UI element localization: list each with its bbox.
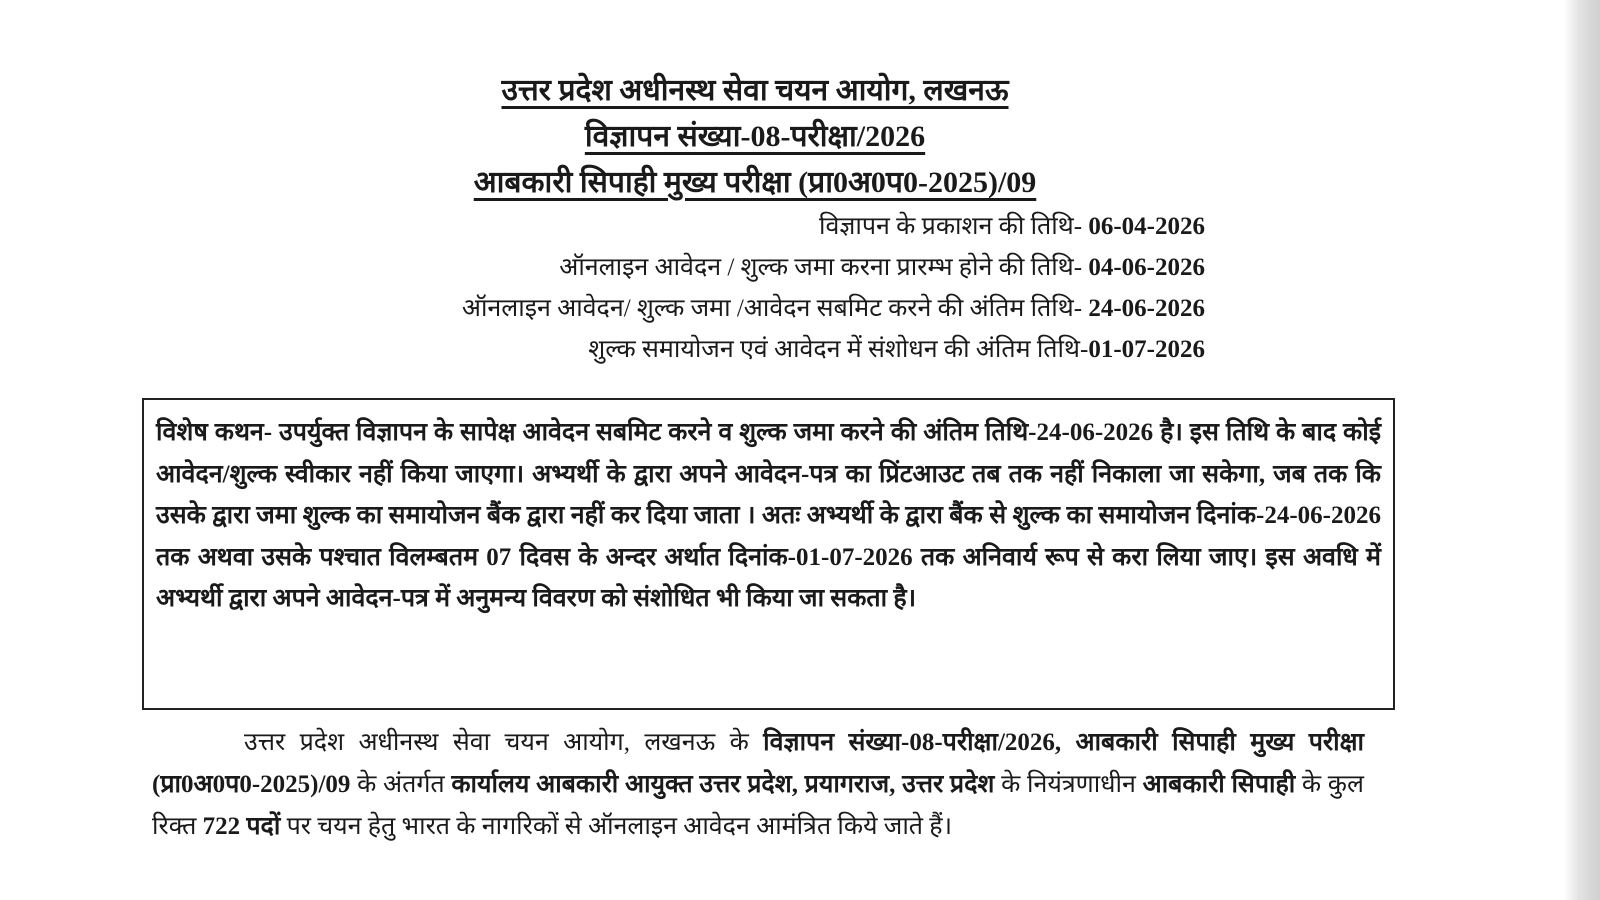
exam-title bbox=[0, 160, 1510, 201]
intro-text: के कुल रिक्त bbox=[152, 771, 1364, 840]
date-value: 01-07-2026 bbox=[1088, 336, 1205, 363]
org-title bbox=[0, 68, 1510, 109]
date-label: ऑनलाइन आवेदन / शुल्क जमा करना प्रारम्भ होने की तिथि- bbox=[559, 254, 1083, 281]
special-note-box: विशेष कथन- उपर्युक्त विज्ञापन के सापेक्ष आवेदन सबमिट करने व शुल्क जमा करने की अंतिम तिथि-24-06-2026 है। इस तिथि के बाद कोई आवेदन/शुल्क स्वीकार नहीं किया जाएगा। अभ्यर्थी के द्वारा अपने आवेदन-पत्र का प्रिंटआउट तब तक नहीं निकाला जा सकेगा, जब तक कि उसके द्वारा जमा शुल्क का समायोजन बैंक द्वारा नहीं कर दिया जाता । अतः अभ्यर्थी के द्वारा बैंक से शुल्क का समायोजन दिनांक-24-06-2026 तक अथवा उसके पश्चात विलम्बतम 07 दिवस के अन्दर अर्थात दिनांक-01-07-2026 तक अनिवार्य रूप से करा लिया जाए। इस अवधि में अभ्यर्थी द्वारा अपने आवेदन-पत्र में अनुमन्य विवरण को संशोधित भी किया जा सकता है। bbox=[142, 398, 1395, 710]
date-label: ऑनलाइन आवेदन/ शुल्क जमा /आवेदन सबमिट करने की अंतिम तिथि- bbox=[461, 295, 1083, 322]
org-title-text: उत्तर प्रदेश अधीनस्थ सेवा चयन आयोग, लखनऊ bbox=[501, 74, 1009, 107]
intro-text: उत्तर प्रदेश अधीनस्थ सेवा चयन आयोग, लखनऊ के bbox=[244, 729, 764, 756]
date-line-publication bbox=[819, 208, 1205, 242]
advertisement-number bbox=[0, 114, 1510, 155]
intro-bold: आबकारी सिपाही bbox=[1142, 771, 1296, 798]
intro-bold: 722 पदों bbox=[202, 813, 281, 840]
exam-title-text: आबकारी सिपाही मुख्य परीक्षा (प्रा0अ0प0-2025)/09 bbox=[473, 166, 1037, 199]
date-line-fee-adjustment bbox=[588, 331, 1205, 365]
intro-bold: विज्ञापन संख्या-08-परीक्षा/2026, आबकारी सिपाही मुख्य परीक्षा (प्रा0अ0प0-2025)/09 bbox=[152, 729, 1364, 798]
date-label: विज्ञापन के प्रकाशन की तिथि- bbox=[818, 213, 1083, 240]
date-value: 06-04-2026 bbox=[1082, 213, 1205, 240]
intro-text: के अंतर्गत bbox=[350, 771, 452, 798]
date-value: 04-06-2026 bbox=[1082, 254, 1205, 281]
intro-paragraph bbox=[152, 722, 1364, 848]
date-line-application-end bbox=[462, 290, 1205, 324]
date-label: शुल्क समायोजन एवं आवेदन में संशोधन की अंतिम तिथि- bbox=[588, 336, 1089, 363]
intro-text: के नियंत्रणाधीन bbox=[994, 771, 1143, 798]
scan-edge bbox=[1564, 0, 1600, 900]
advertisement-number-text: विज्ञापन संख्या-08-परीक्षा/2026 bbox=[584, 120, 926, 153]
intro-text: पर चयन हेतु भारत के नागरिकों से ऑनलाइन आवेदन आमंत्रित किये जाते हैं। bbox=[280, 813, 953, 840]
intro-bold: कार्यालय आबकारी आयुक्त उत्तर प्रदेश, प्रयागराज, उत्तर प्रदेश bbox=[451, 771, 995, 798]
date-value: 24-06-2026 bbox=[1082, 295, 1205, 322]
date-line-application-start bbox=[559, 249, 1205, 283]
